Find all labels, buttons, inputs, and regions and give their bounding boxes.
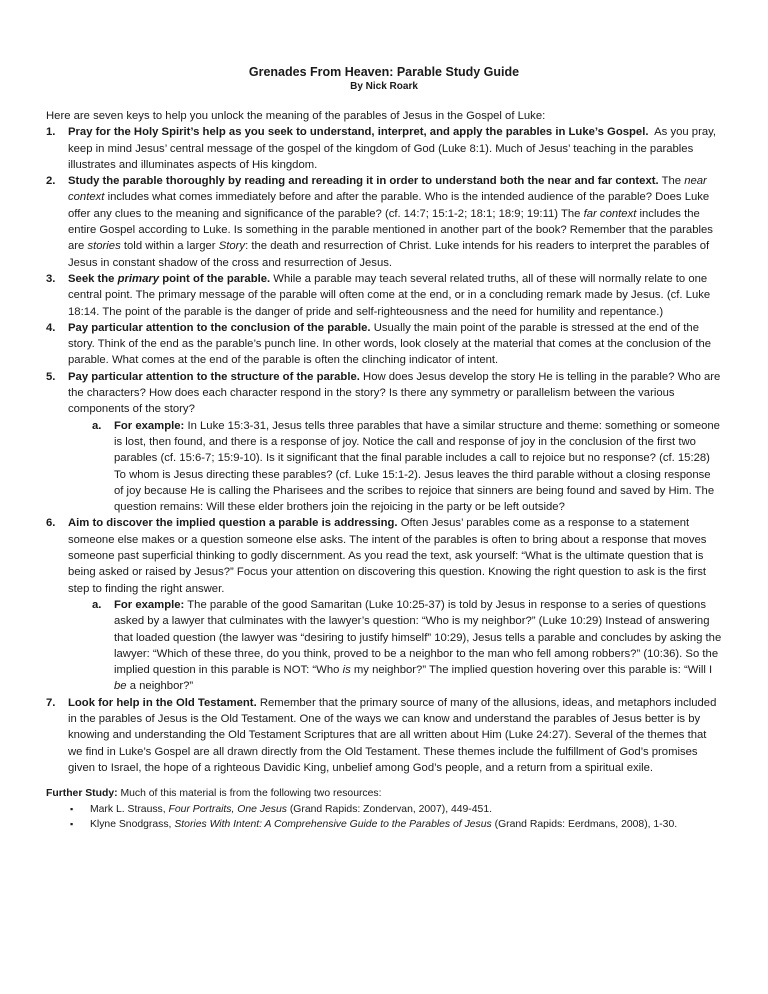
key-body: Remember that the primary source of many of the allusions, ideas, and metaphors included in the parables of Jesus is the Old Testament. One of the ways we can know and understand the parables of Jesus better is by knowing and understanding the Old Testament Scriptures that are all written about Him (Luke 24:27). Several of the themes that we find in Luke’s Gospel are all drawn directly from the Old Testament. These themes include the fulfillment of God’s promises given to Israel, the hope of a righteous Davidic King, unbelief among God’s people, and a return from a spiritual exile. (68, 696, 717, 774)
key-item (46, 271, 722, 320)
key-number: 6. (46, 517, 56, 530)
sub-item (68, 418, 722, 516)
key-lead: Pray for the Holy Spirit’s help as you seek to understand, interpret, and apply the parables in Luke’s Gospel. (68, 126, 649, 139)
sub-emphasis: is (342, 664, 351, 677)
key-number: 7. (46, 696, 56, 709)
sub-list (68, 597, 722, 695)
key-lead: Study the parable thoroughly by reading and rereading it in order to understand both the near and far context. (68, 175, 659, 188)
key-number: 3. (46, 272, 56, 285)
reference-item (46, 802, 722, 818)
sub-body-part: a neighbor?” (129, 680, 194, 693)
square-bullet-icon: ▪ (70, 803, 74, 814)
key-lead: point of the parable. (162, 272, 271, 285)
key-emphasis: near context (68, 175, 707, 204)
key-body: How does Jesus develop the story He is telling in the parable? Who are the characters? How does each character respond in the story? Is there any symmetry or parallelism between the various components of the story? (68, 370, 721, 416)
key-body: While a parable may teach several related truths, all of these will normally relate to one central point. The primary message of the parable will often come at the end, or in a concluding remark made by Jesus. (cf. Luke 18:14. The point of the parable is the danger of pride and self-righteousness and the need for humility and repentance.) (68, 272, 711, 318)
reference-publication: (Grand Rapids: Zondervan, 2007), 449-451. (289, 803, 492, 815)
key-body-part: includes what comes immediately before and after the parable. Who is the intended audience of the parable? Does Luke offer any clues to the meaning and significance of the parable? (cf. 14:7; 15:1-2; 18:1; 18:9; 19:11) The (68, 191, 710, 220)
key-body: As you pray, keep in mind Jesus’ central message of the gospel of the kingdom of God (Luke 8:1). Much of Jesus’ teaching in the parables illustrates and illuminates aspects of His kingdom. (68, 126, 717, 171)
key-lead: Pay particular attention to the conclusion of the parable. (68, 321, 371, 334)
key-emphasis: Story (218, 240, 246, 253)
key-emphasis: far context (583, 207, 637, 220)
key-body-part: includes the entire Gospel according to Luke. Is something in the parable mentioned in another part of the book? Remember that the parables are (68, 207, 713, 253)
key-lead: Aim to discover the implied question a parable is addressing. (68, 517, 398, 530)
key-body-part: The (661, 175, 682, 188)
further-study-text: Much of this material is from the following two resources: (120, 788, 382, 800)
square-bullet-icon: ▪ (70, 819, 74, 830)
key-item (46, 369, 722, 516)
sub-emphasis: be (114, 680, 127, 693)
reference-author: Mark L. Strauss, (90, 803, 166, 815)
sub-lead: For example: (114, 419, 185, 432)
key-emphasis: stories (87, 240, 121, 253)
document-title: Grenades From Heaven: Parable Study Guide (248, 65, 520, 79)
sub-number: a. (92, 598, 102, 611)
key-number: 1. (46, 126, 56, 139)
sub-body: In Luke 15:3-31, Jesus tells three parables that have a similar structure and theme: something or someone is lost, then found, and there is a response of joy. Notice the call and response of joy in the conclusion of the first two parables (cf. 15:6-7; 15:9-10). Is it significant that the final parable includes a call to rejoice but no response? (cf. 15:28) To whom is Jesus directing these parables? (cf. Luke 15:1-2). Jesus leaves the third parable without a closing response of joy because He is calling the Pharisees and the scribes to rejoice that sinners are being found and saved by Him. The question remains: Will these elder brothers join the rejoicing in the party or be left outside? (114, 419, 720, 514)
key-lead: Pay particular attention to the structure of the parable. (68, 370, 360, 383)
sub-item (68, 597, 722, 695)
key-item (46, 695, 722, 776)
key-lead: Look for help in the Old Testament. (68, 696, 257, 709)
reference-publication: (Grand Rapids: Eerdmans, 2008), 1-30. (494, 819, 678, 831)
reference-work: Stories With Intent: A Comprehensive Guide to the Parables of Jesus (174, 819, 492, 831)
sub-lead: For example: (114, 598, 185, 611)
sub-list (68, 418, 722, 516)
reference-author: Klyne Snodgrass, (90, 819, 172, 831)
further-study (46, 786, 722, 802)
sub-body-part: my neighbor?” The implied question hovering over this parable is: “Will I (353, 664, 713, 677)
key-item (46, 173, 722, 271)
key-number: 5. (46, 370, 56, 383)
reference-item (46, 817, 722, 833)
references-list (46, 802, 722, 833)
keys-list (46, 124, 722, 776)
reference-work: Four Portraits, One Jesus (168, 803, 287, 815)
key-emphasis: primary (117, 272, 160, 285)
key-number: 2. (46, 175, 56, 188)
author-byline: By Nick Roark (350, 81, 418, 92)
key-body: Often Jesus’ parables come as a response to a statement someone else makes or a question someone else asks. The intent of the parables is often to bring about a response that moves someone past superficial thinking to godly discernment. As you read the text, ask yourself: “What is the ultimate question that is being asked or raised by Jesus?” Focus your attention on discovering this question. Knowing the right question to ask is the first step to finding the right answer. (68, 517, 707, 595)
sub-body-part: The parable of the good Samaritan (Luke 10:25-37) is told by Jesus in response to a series of questions asked by a lawyer that culminates with the lawyer’s question: “Who is my neighbor?” (Luke 10:29) Instead of answering that loaded question (the lawyer was “desiring to justify himself” 10:29), Jesus tells a parable and concludes by asking the lawyer: “Which of these three, do you think, proved to be a neighbor to the man who fell among robbers?” (10:36). So the implied question in this parable is NOT: “Who (114, 598, 722, 677)
key-lead: Seek the (68, 272, 115, 285)
key-body: Usually the main point of the parable is stressed at the end of the story. Think of the end as the parable’s punch line. In other words, look closely at the material that comes at the conclusion of the parable. What comes at the end of the parable is often the clinching indicator of intent. (68, 321, 712, 367)
key-body-part: told within a larger (123, 240, 216, 253)
key-item (46, 320, 722, 369)
further-study-label: Further Study: (46, 788, 118, 800)
key-item (46, 124, 722, 173)
key-body-part: : the death and resurrection of Christ. Luke intends for his readers to interpret the parables of Jesus in constant shadow of the cross and resurrection of Jesus. (68, 240, 710, 269)
key-item (46, 515, 722, 694)
intro-paragraph: Here are seven keys to help you unlock the meaning of the parables of Jesus in the Gospel of Luke: (46, 110, 546, 122)
sub-number: a. (92, 419, 102, 432)
key-number: 4. (46, 321, 56, 334)
